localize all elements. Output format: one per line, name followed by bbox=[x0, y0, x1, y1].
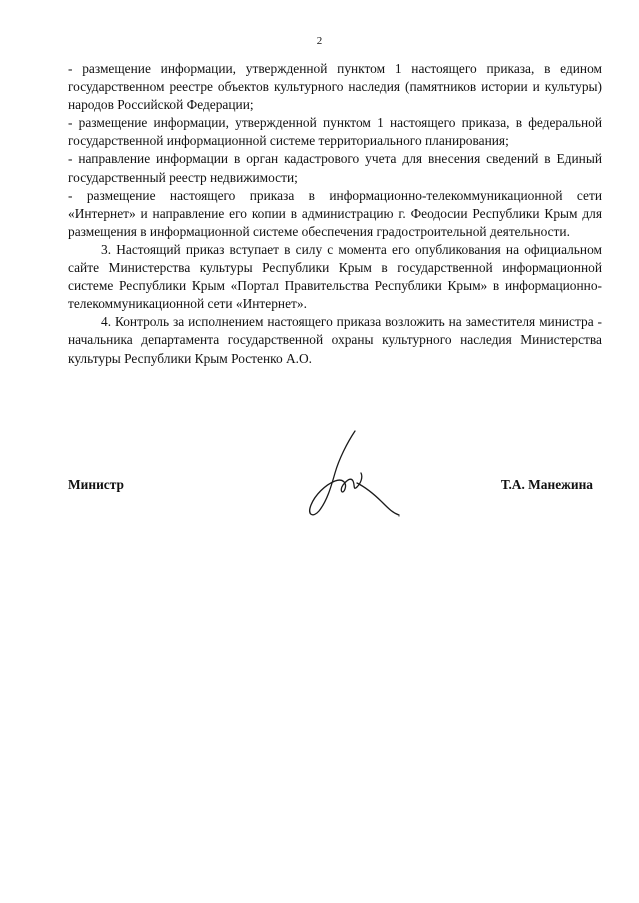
document-body bbox=[68, 60, 602, 368]
paragraph-egrokn-placement: - размещение информации, утвержденной пунктом 1 настоящего приказа, в едином государственном реестре объектов культурного наследия (памятников истории и культуры) народов Российской Федерации; bbox=[68, 61, 602, 113]
signer-title: Министр bbox=[68, 477, 124, 492]
handwritten-signature bbox=[295, 425, 415, 525]
page-number: 2 bbox=[316, 35, 323, 47]
paragraph-internet-placement: - размещение настоящего приказа в информационно-телекоммуникационной сети «Интернет» и направление его копии в администрацию г. Феодосии Республики Крым для размещения в информационной системе обеспечения градостроительной деятельности. bbox=[68, 187, 602, 239]
paragraph-cadastral-notice: - направление информации в орган кадастрового учета для внесения сведений в Единый государственный реестр недвижимости; bbox=[68, 151, 602, 185]
paragraph-item-3: 3. Настоящий приказ вступает в силу с момента его опубликования на официальном сайте Министерства культуры Республики Крым в государственной информационной системе Республики Крым «Портал Правительства Республики Крым» в информационно-телекоммуникационной сети «Интернет». bbox=[68, 241, 602, 312]
paragraph-item-4: 4. Контроль за исполнением настоящего приказа возложить на заместителя министра - начальника департамента государственной охраны культурного наследия Министерства культуры Республики Крым Ростенко А.О. bbox=[68, 314, 602, 366]
paragraph-fgis-tp-placement: - размещение информации, утвержденной пунктом 1 настоящего приказа, в федеральной государственной информационной системе территориального планирования; bbox=[68, 115, 602, 149]
signer-name: Т.А. Манежина bbox=[500, 477, 593, 492]
